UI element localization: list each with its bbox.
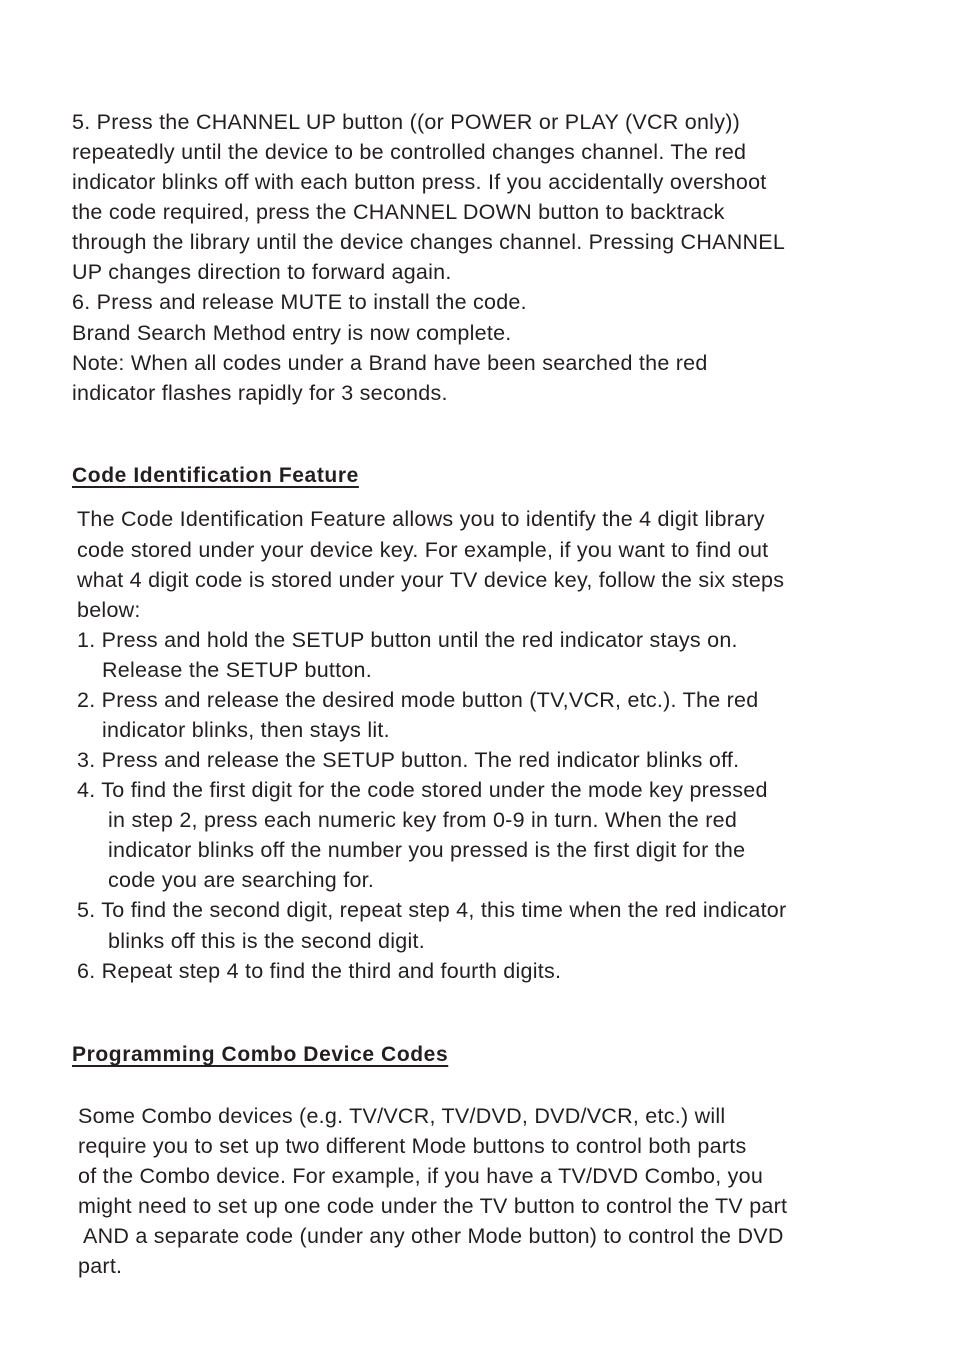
section-heading: Programming Combo Device Codes bbox=[72, 1043, 449, 1066]
section-line: The Code Identification Feature allows you to identify the 4 digit library bbox=[77, 507, 765, 531]
section-line: below: bbox=[77, 598, 141, 622]
step-line: 4. To find the first digit for the code stored under the mode key pressed bbox=[77, 778, 768, 802]
intro-line: the code required, press the CHANNEL DOWN button to backtrack bbox=[72, 200, 725, 224]
section-line: code stored under your device key. For example, if you want to find out bbox=[77, 538, 769, 562]
intro-line: Note: When all codes under a Brand have been searched the red bbox=[72, 351, 708, 375]
intro-line: through the library until the device changes channel. Pressing CHANNEL bbox=[72, 230, 786, 254]
step-line: in step 2, press each numeric key from 0-9 in turn. When the red bbox=[108, 808, 738, 832]
step-line: Release the SETUP button. bbox=[102, 658, 372, 682]
intro-line: repeatedly until the device to be controlled changes channel. The red bbox=[72, 140, 747, 164]
step-line: indicator blinks off the number you pressed is the first digit for the bbox=[108, 838, 746, 862]
intro-line: UP changes direction to forward again. bbox=[72, 260, 452, 284]
section-line: Some Combo devices (e.g. TV/VCR, TV/DVD, DVD/VCR, etc.) will bbox=[78, 1104, 726, 1128]
section-line: might need to set up one code under the TV button to control the TV part bbox=[78, 1194, 788, 1218]
section-line: what 4 digit code is stored under your TV device key, follow the six steps bbox=[77, 568, 785, 592]
intro-line: indicator flashes rapidly for 3 seconds. bbox=[72, 381, 448, 405]
section-line: part. bbox=[78, 1254, 123, 1278]
section-line: AND a separate code (under any other Mode button) to control the DVD bbox=[83, 1224, 784, 1248]
step-line: 5. To find the second digit, repeat step 4, this time when the red indicator bbox=[77, 898, 787, 922]
step-line: 6. Repeat step 4 to find the third and fourth digits. bbox=[77, 959, 562, 983]
step-line: blinks off this is the second digit. bbox=[108, 929, 425, 953]
section-heading: Code Identification Feature bbox=[72, 464, 359, 487]
step-line: code you are searching for. bbox=[108, 868, 375, 892]
section-line: require you to set up two different Mode buttons to control both parts bbox=[78, 1134, 747, 1158]
intro-line: 5. Press the CHANNEL UP button ((or POWER or PLAY (VCR only)) bbox=[72, 110, 741, 134]
step-line: 2. Press and release the desired mode button (TV,VCR, etc.). The red bbox=[77, 688, 759, 712]
intro-line: Brand Search Method entry is now complete. bbox=[72, 321, 512, 345]
step-line: 3. Press and release the SETUP button. The red indicator blinks off. bbox=[77, 748, 740, 772]
intro-line: 6. Press and release MUTE to install the code. bbox=[72, 290, 527, 314]
step-line: indicator blinks, then stays lit. bbox=[102, 718, 390, 742]
intro-line: indicator blinks off with each button press. If you accidentally overshoot bbox=[72, 170, 767, 194]
section-line: of the Combo device. For example, if you have a TV/DVD Combo, you bbox=[78, 1164, 764, 1188]
step-line: 1. Press and hold the SETUP button until the red indicator stays on. bbox=[77, 628, 738, 652]
